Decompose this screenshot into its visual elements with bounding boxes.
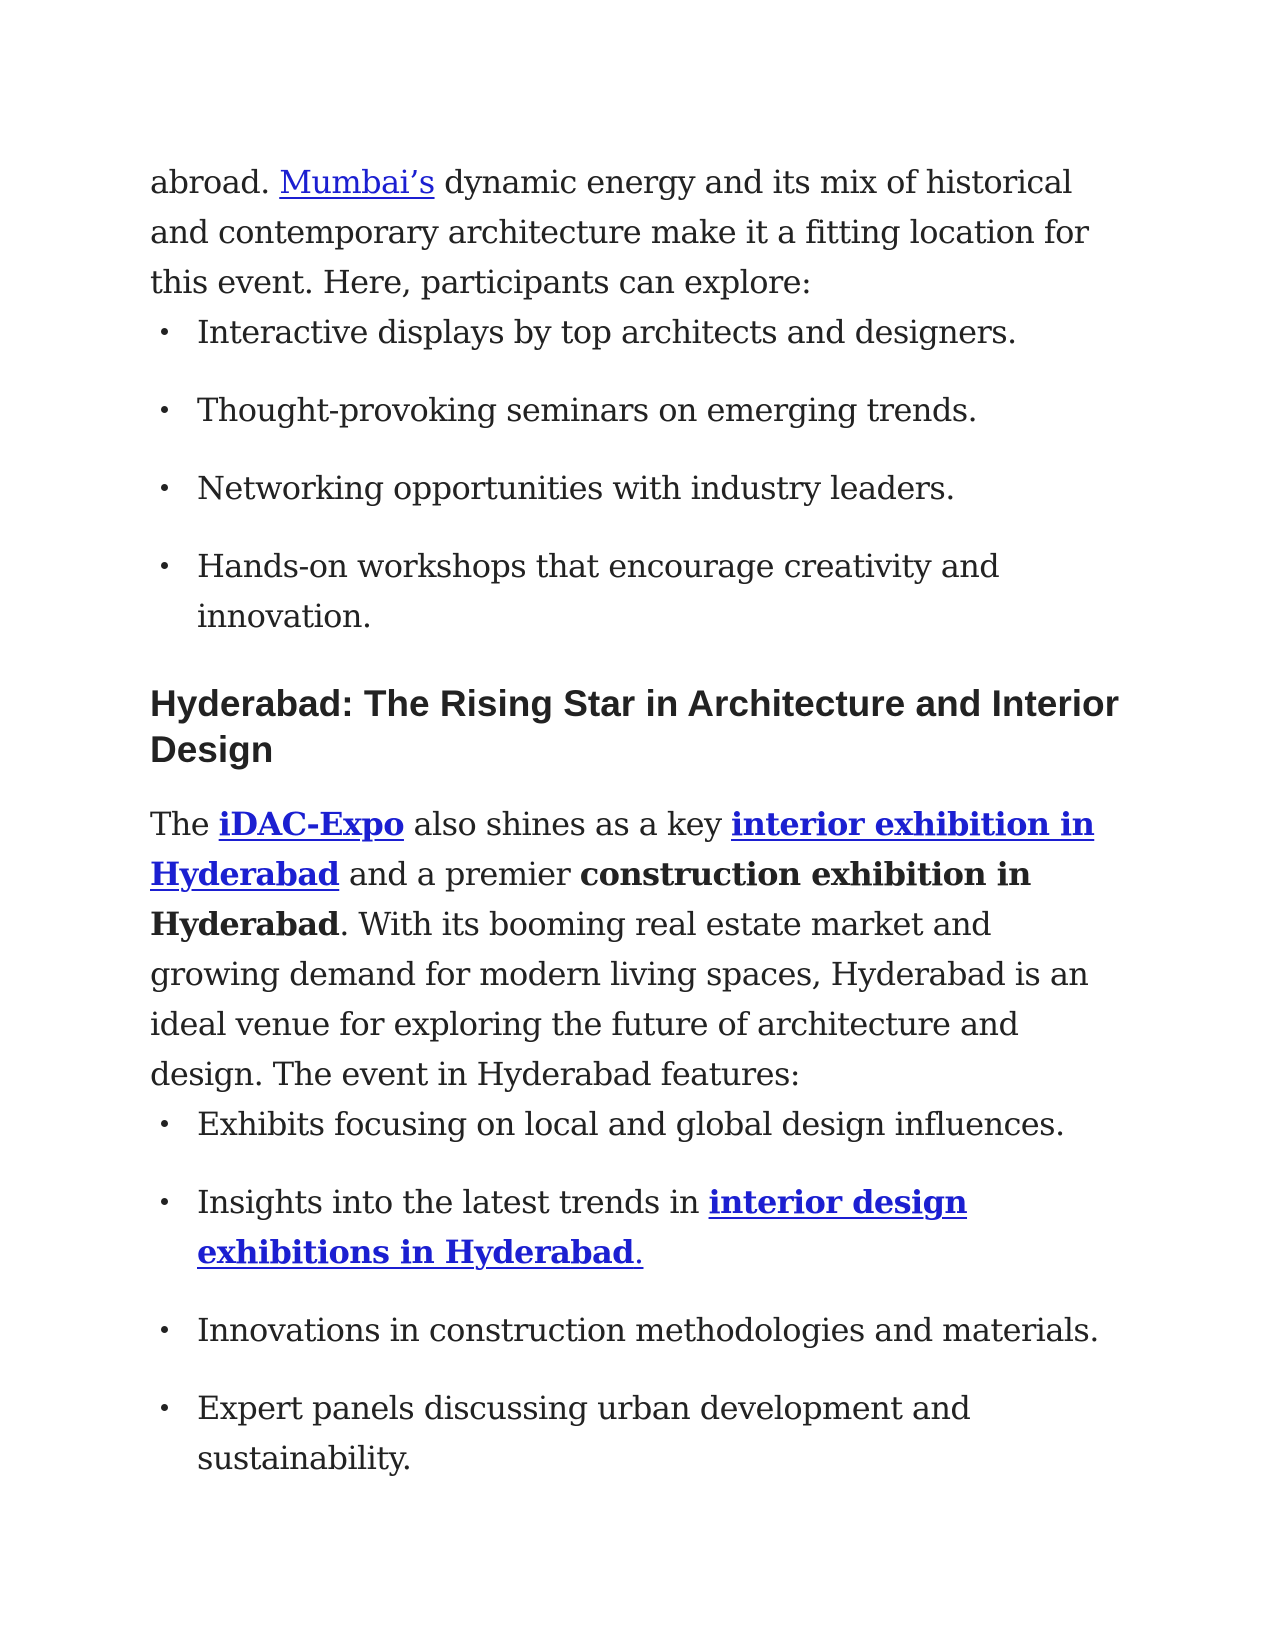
bullet-icon (161, 328, 168, 335)
hyderabad-para-text-2: also shines as a key (403, 805, 732, 843)
intro-text-before-link: abroad. (150, 163, 280, 201)
hyderabad-section-heading: Hyderabad: The Rising Star in Architecture and Interior Design (150, 683, 1120, 770)
bullet-icon (161, 1326, 168, 1333)
hyderabad-para-text-3: and a premier (339, 855, 580, 893)
list-item-text: Interactive displays by top architects and designers. (197, 313, 1017, 351)
idac-expo-link[interactable]: iDAC-Expo (218, 805, 404, 843)
bullet-icon (161, 406, 168, 413)
list-item-text-prefix: Insights into the latest trends in (197, 1183, 709, 1221)
list-item-text: Expert panels discussing urban development and sustainability. (197, 1389, 971, 1477)
interior-exhibition-link[interactable]: interior exhibition in Hyderabad (150, 805, 1095, 893)
hyderabad-para-text-1: The (150, 805, 219, 843)
list-item (150, 1305, 1130, 1355)
bullet-icon (161, 1120, 168, 1127)
hyderabad-para-text-4: . With its booming real estate market and growing demand for modern living spaces, Hyderabad is an ideal venue for exploring the future of architecture and design. The event in Hyderabad features: (150, 905, 1089, 1093)
list-item-text: Exhibits focusing on local and global design influences. (197, 1105, 1065, 1143)
list-item (150, 385, 1130, 435)
mumbai-link[interactable]: Mumbai’s (279, 163, 435, 201)
list-item (150, 1177, 1130, 1277)
intro-text-after-link: dynamic energy and its mix of historical and contemporary architecture make it a fitting location for this event. Here, participants can explore: (150, 163, 1089, 301)
intro-paragraph (150, 157, 1130, 307)
mumbai-features-list (150, 307, 1130, 641)
list-item-text: Innovations in construction methodologies and materials. (197, 1311, 1099, 1349)
construction-exhibition-bold: construction exhibition in Hyderabad (150, 855, 1031, 943)
list-item (150, 307, 1130, 357)
bullet-icon (161, 1198, 168, 1205)
list-item-text: Thought-provoking seminars on emerging trends. (197, 391, 978, 429)
list-item (150, 1383, 1130, 1483)
list-item (150, 463, 1130, 513)
bullet-icon (161, 484, 168, 491)
list-item-text: Networking opportunities with industry leaders. (197, 469, 955, 507)
interior-design-exhibitions-link-period[interactable]: . (633, 1233, 644, 1271)
hyderabad-paragraph (150, 799, 1130, 1099)
bullet-icon (161, 562, 168, 569)
list-item (150, 1099, 1130, 1149)
hyderabad-features-list (150, 1099, 1130, 1483)
list-item-text: Hands-on workshops that encourage creativity and innovation. (197, 547, 1000, 635)
bullet-icon (161, 1404, 168, 1411)
document-page (150, 150, 1130, 1483)
list-item (150, 541, 1130, 641)
interior-design-exhibitions-link[interactable]: interior design exhibitions in Hyderabad (197, 1183, 968, 1271)
